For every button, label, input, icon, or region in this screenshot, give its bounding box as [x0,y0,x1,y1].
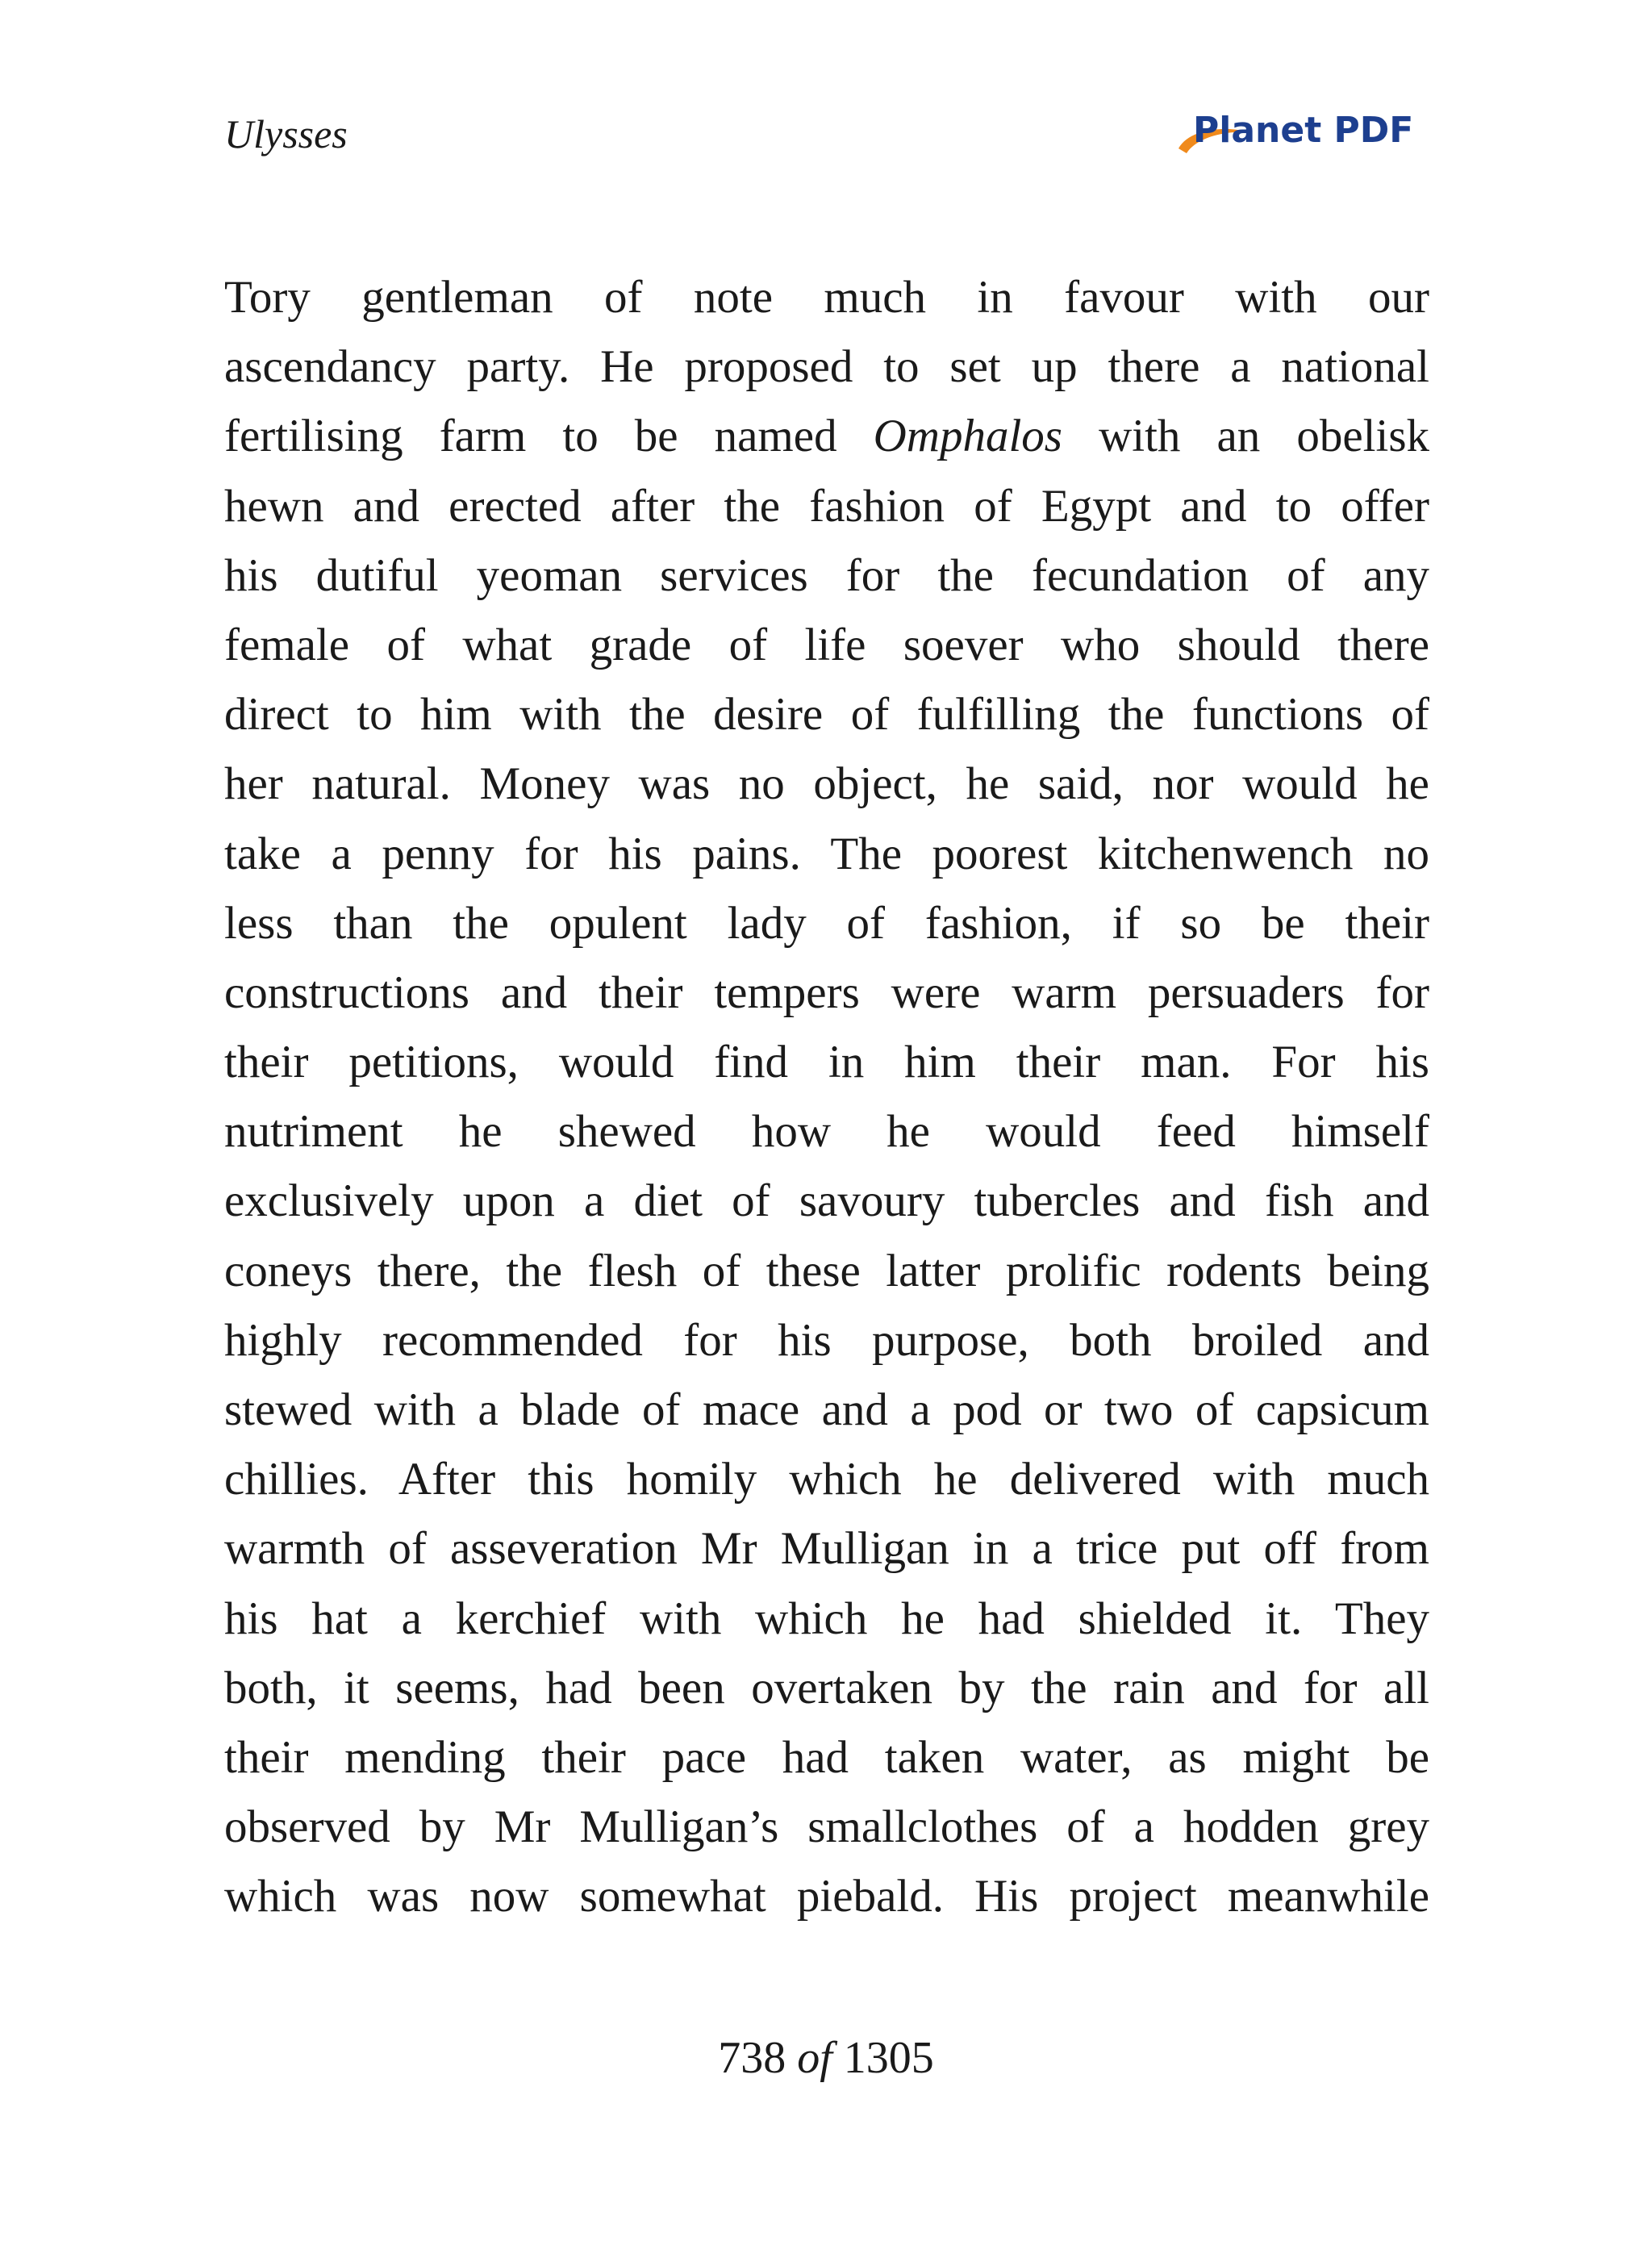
text-line: which was now somewhat piebald. His project meanwhile [224,1871,1429,1922]
running-title: Ulysses [224,111,348,157]
planet-pdf-logo [1174,103,1432,168]
text-line: their mending their pace had taken water, as might be [224,1731,1429,1783]
current-page: 738 [718,2033,786,2083]
page-number [0,2030,1652,2086]
body-text [224,263,1429,1932]
text-line: coneys there, the flesh of these latter prolific rodents being [224,1245,1429,1296]
text-line: exclusively upon a diet of savoury tubercles and fish and [224,1175,1429,1227]
text-line: ascendancy party. He proposed to set up there a national [224,341,1429,393]
text-line: female of what grade of life soever who should there [224,619,1429,670]
page-of-word: of [797,2033,832,2083]
text-line: stewed with a blade of mace and a pod or two of capsicum [224,1384,1429,1435]
text-line: observed by Mr Mulligan’s smallclothes of a hodden grey [224,1801,1429,1853]
text-line: their petitions, would find in him their man. For his [224,1037,1429,1088]
text-line: fertilising farm to be named Omphalos with an obelisk [224,411,1429,462]
text-line: chillies. After this homily which he delivered with much [224,1454,1429,1505]
italic-title: Omphalos [873,411,1062,462]
text-line: hewn and erected after the fashion of Egypt and to offer [224,480,1429,532]
text-line: direct to him with the desire of fulfilling the functions of [224,689,1429,741]
text-line: less than the opulent lady of fashion, if so be their [224,897,1429,949]
text-line: highly recommended for his purpose, both broiled and [224,1314,1429,1366]
text-line: constructions and their tempers were warm persuaders for [224,966,1429,1018]
text-line: take a penny for his pains. The poorest kitchenwench no [224,828,1429,879]
planet-pdf-logo-graphic [1174,103,1432,168]
text-line: his dutiful yeoman services for the fecundation of any [224,549,1429,601]
text-line: nutriment he shewed how he would feed himself [224,1106,1429,1158]
text-line: his hat a kerchief with which he had shielded it. They [224,1592,1429,1644]
text-line: both, it seems, had been overtaken by the rain and for all [224,1662,1429,1713]
text-line: Tory gentleman of note much in favour with our [224,272,1429,323]
total-pages: 1305 [843,2033,934,2083]
text-line: warmth of asseveration Mr Mulligan in a trice put off from [224,1523,1429,1575]
logo-text: Planet PDF [1193,110,1414,151]
text-line: her natural. Money was no object, he said, nor would he [224,758,1429,810]
